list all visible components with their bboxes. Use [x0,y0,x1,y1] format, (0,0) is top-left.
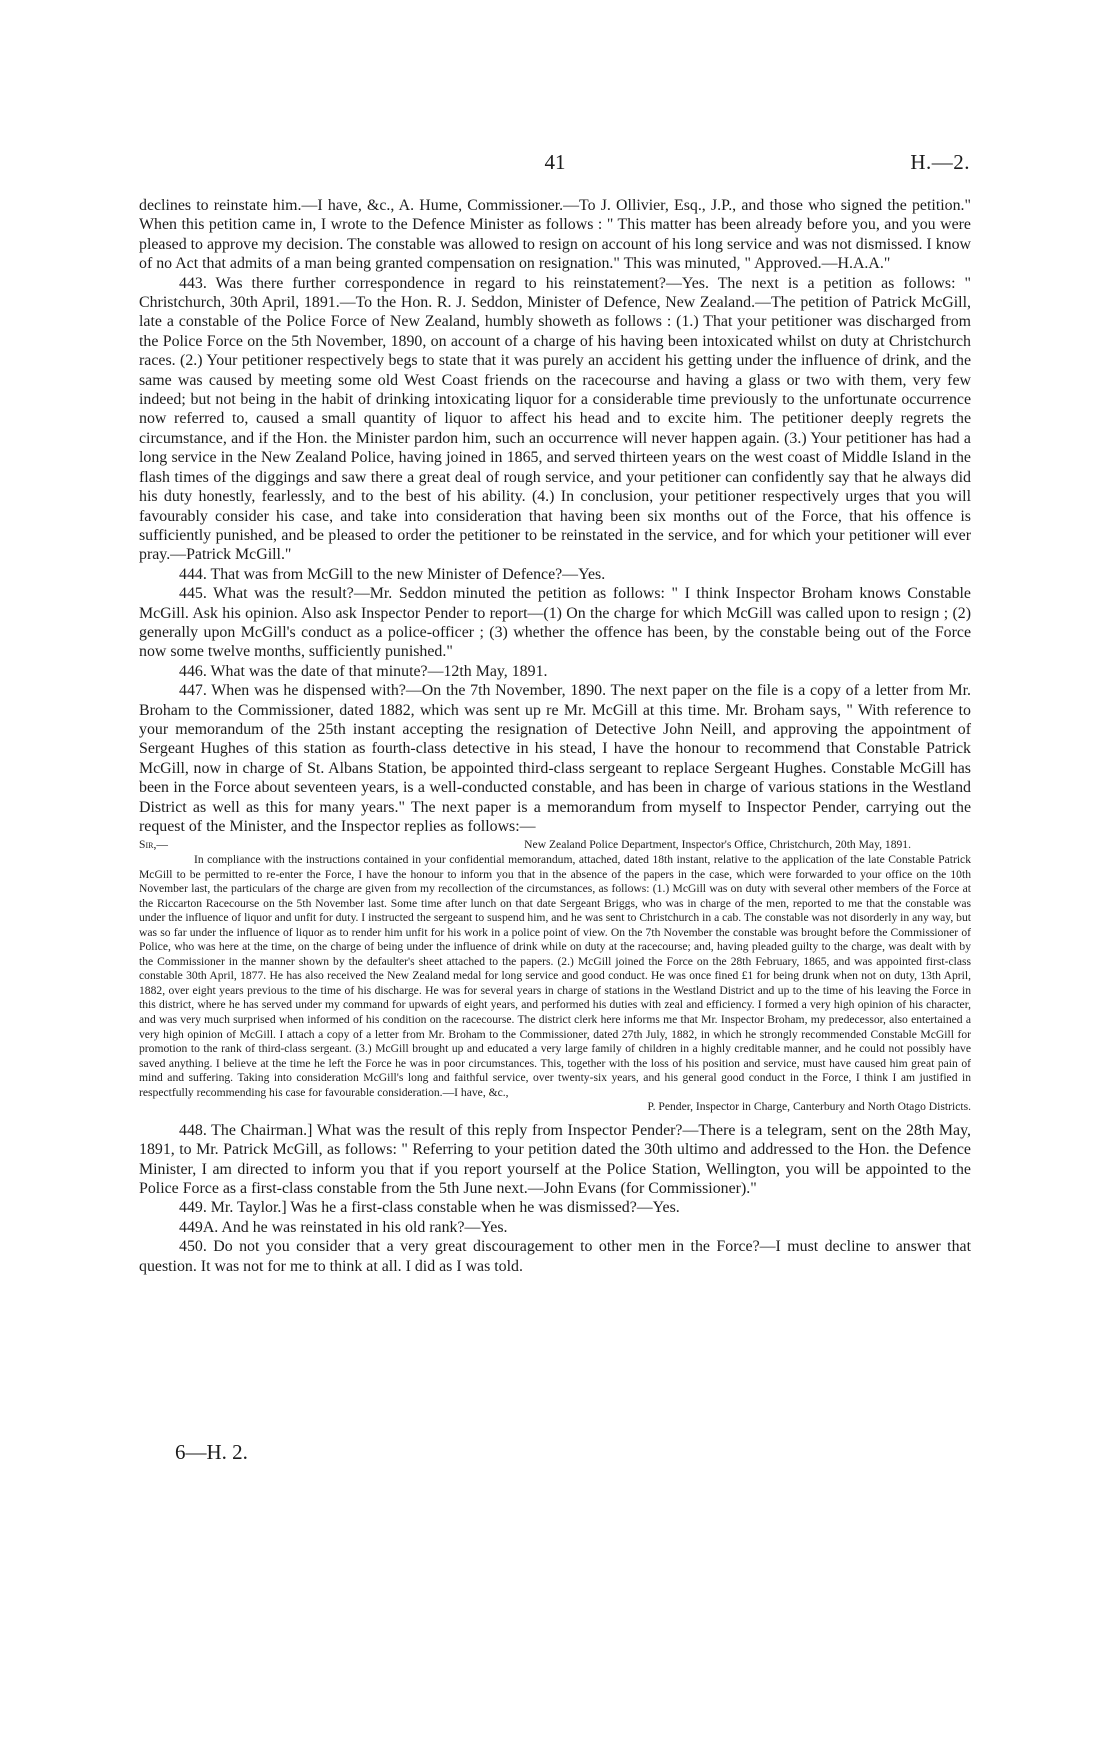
page-number: 41 [544,150,566,174]
quoted-letter [139,838,971,1100]
paragraph-444: 444. That was from McGill to the new Minister of Defence?—Yes. [179,565,606,583]
signature-mark: 6—H. 2. [175,1440,248,1464]
document-body [139,196,971,1276]
letter-body: In compliance with the instructions contained in your confidential memorandum, attached, dated 18th instant, relative to the application of the late Constable Patrick McGill to be permitted to re-enter the Force, I have the honour to inform you that in the absence of the papers in the case, which were forwarded to your office on the 10th November last, the particulars of the charge are given from my recollection of the circumstances, as follows: (1.) McGill was on duty with several other members of the Force at the Riccarton Racecourse on the 5th November last. Some time after lunch on that date Sergeant Briggs, who was in charge of the men, reported to me that the constable was under the influence of liquor and unfit for duty. I instructed the sergeant to suspend him, and he was sent to Christchurch in a cab. The constable was not disorderly in any way, but was so far under the influence of liquor as to render him unfit for his work in a police point of view. On the 7th November the constable was brought before the Commissioner of Police, who was here at the time, on the charge of being under the influence of drink while on duty at the racecourse; and, having pleaded guilty to the charge, was dealt with by the Commissioner in the manner shown by the defaulter's sheet attached to the papers. (2.) McGill joined the Force on the 28th February, 1865, and was appointed first-class constable 30th April, 1877. He has also received the New Zealand medal for long service and good conduct. He was once fined £1 for being drunk when not on duty, 13th April, 1882, over eight years previous to the time of his discharge. He was for several years in charge of stations in the Westland District and up to the time of his leaving the Force in this district, where he has served under my command for upwards of eight years, and performed his duties with zeal and efficiency. I formed a very high opinion of his character, and was very much surprised when informed of his condition on the racecourse. The district clerk here informs me that Mr. Inspector Broham, my predecessor, also entertained a very high opinion of McGill. I attach a copy of a letter from Mr. Broham to the Commissioner, dated 27th July, 1882, in which he strongly recommended Constable McGill for promotion to the rank of third-class sergeant. (3.) McGill brought up and educated a very large family of children in a highly creditable manner, and he could not possibly have saved anything. I believe at the time he left the Force he was in poor circumstances. This, together with the loss of his position and service, must have caused him great pain of mind and suffering. Taking into consideration McGill's long and faithful service, over twenty-six years, and his general good conduct in the Force, I think I am justified in respectfully recommending his case for favourable consideration.—I have, &c., [139,852,971,1099]
paragraph-448: 448. The Chairman.] What was the result of this reply from Inspector Pender?—There is a telegram, sent on the 28th May, 1891, to Mr. Patrick McGill, as follows: " Referring to your petition dated the 30th ultimo and addressed to the Hon. the Defence Minister, I am directed to inform you that if you report yourself at the Police Station, Wellington, you will be appointed to the Police Force as a first-class constable from the 5th June next.—John Evans (for Commissioner)." [139,1121,971,1198]
document-reference: H.—2. [910,150,970,174]
paragraph-449a: 449A. And he was reinstated in his old rank?—Yes. [179,1218,508,1236]
page-header [140,150,970,180]
letter-salutation: Sir,— [139,838,168,852]
letter-heading [139,838,971,853]
paragraph-449: 449. Mr. Taylor.] Was he a first-class constable when he was dismissed?—Yes. [179,1199,680,1217]
paragraph-continuation: declines to reinstate him.—I have, &c., A. Hume, Commissioner.—To J. Ollivier, Esq., J.P., and those who signed the petition." When this petition came in, I wrote to the Defence Minister as follows : " This matter has been already before you, and you were pleased to approve my decision. The constable was allowed to resign on account of his long service and was not dismissed. I know of no Act that admits of a man being granted compensation on resignation." This was minuted, " Approved.—H.A.A." [139,197,972,273]
paragraph-445: 445. What was the result?—Mr. Seddon minuted the petition as follows: " I think Inspector Broham knows Constable McGill. Ask his opinion. Also ask Inspector Pender to report—(1) On the charge for which McGill was called upon to resign ; (2) generally upon McGill's conduct as a police-officer ; (3) whether the offence has been, by the constable being out of the Force now some twelve months, sufficiently punished." [139,585,971,661]
letter-address: New Zealand Police Department, Inspector's Office, Christchurch, 20th May, 1891. [524,838,911,852]
paragraph-450: 450. Do not you consider that a very great discouragement to other men in the Force?—I must decline to answer that question. It was not for me to think at all. I did as I was told. [139,1238,971,1275]
letter-signature: P. Pender, Inspector in Charge, Canterbury and North Otago Districts. [647,1100,971,1114]
paragraph-443: 443. Was there further correspondence in regard to his reinstatement?—Yes. The next is a petition as follows: " Christchurch, 30th April, 1891.—To the Hon. R. J. Seddon, Minister of Defence, New Zealand.—The petition of Patrick McGill, late a constable of the Police Force of New Zealand, humbly showeth as follows : (1.) That your petitioner was discharged from the Police Force on the 5th November, 1890, on account of a charge of his having been intoxicated whilst on duty at Christchurch races. (2.) Your petitioner respectively begs to state that it was purely an accident his getting under the influence of drink, and the same was caused by meeting some old West Coast friends on the racecourse and having a glass or two with them, very few indeed; but not being in the habit of drinking intoxicating liquor for a considerable time previously to the unfortunate occurrence now referred to, caused a small quantity of liquor to affect his head and to excite him. The petitioner deeply regrets the circumstance, and if the Hon. the Minister pardon him, such an occurrence will never happen again. (3.) Your petitioner has had a long service in the New Zealand Police, having joined in 1865, and served thirteen years on the west coast of Middle Island in the flash times of the diggings and saw there a great deal of rough service, and your petitioner can confidently say that he always did his duty honestly, fearlessly, and to the best of his ability. (4.) In conclusion, your petitioner respectively urges that you will favourably consider his case, and take into consideration that having been six months out of the Force, that his offence is sufficiently punished, and be pleased to order the petitioner to be reinstated in the service, and for which your petitioner will ever pray.—Patrick McGill." [139,274,971,564]
paragraph-447: 447. When was he dispensed with?—On the 7th November, 1890. The next paper on the file is a copy of a letter from Mr. Broham to the Commissioner, dated 1882, which was sent up re Mr. McGill at this time. Mr. Broham says, " With reference to your memorandum of the 25th instant accepting the resignation of Detective John Neill, and approving the appointment of Sergeant Hughes of this station as fourth-class detective in his stead, I have the honour to recommend that Constable Patrick McGill, now in charge of St. Albans Station, be appointed third-class sergeant to replace Sergeant Hughes. Constable McGill has been in the Force about seventeen years, is a well-conducted constable, and has been in charge of various stations in the Westland District as well as this for many years." The next paper is a memorandum from myself to Inspector Pender, carrying out the request of the Minister, and the Inspector replies as follows:— [139,682,971,835]
paragraph-446: 446. What was the date of that minute?—12th May, 1891. [179,662,548,680]
